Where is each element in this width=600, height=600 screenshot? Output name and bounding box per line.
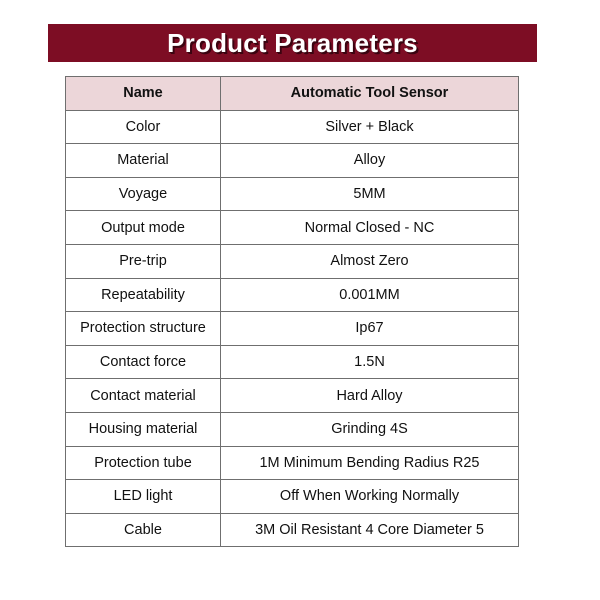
param-value: 1M Minimum Bending Radius R25 — [221, 446, 519, 480]
param-value: 0.001MM — [221, 278, 519, 312]
param-name: Contact force — [66, 345, 221, 379]
param-name: Protection structure — [66, 312, 221, 346]
parameters-table — [65, 76, 519, 547]
table-row — [66, 110, 519, 144]
param-name: Contact material — [66, 379, 221, 413]
table-row — [66, 513, 519, 547]
table-row — [66, 211, 519, 245]
table-row — [66, 244, 519, 278]
header-product: Automatic Tool Sensor — [221, 77, 519, 111]
table-row — [66, 480, 519, 514]
param-value: Off When Working Normally — [221, 480, 519, 514]
param-value: Alloy — [221, 144, 519, 178]
param-name: Voyage — [66, 177, 221, 211]
table-row — [66, 177, 519, 211]
page-title: Product Parameters — [167, 27, 418, 58]
param-value: 3M Oil Resistant 4 Core Diameter 5 — [221, 513, 519, 547]
param-name: Pre-trip — [66, 244, 221, 278]
param-name: Material — [66, 144, 221, 178]
header-name: Name — [66, 77, 221, 111]
param-value: Normal Closed - NC — [221, 211, 519, 245]
table-row — [66, 379, 519, 413]
param-name: Housing material — [66, 412, 221, 446]
param-name: Repeatability — [66, 278, 221, 312]
param-value: 5MM — [221, 177, 519, 211]
table-header-row — [66, 77, 519, 111]
param-name: Protection tube — [66, 446, 221, 480]
param-name: Cable — [66, 513, 221, 547]
param-value: Silver + Black — [221, 110, 519, 144]
table-row — [66, 412, 519, 446]
table-row — [66, 446, 519, 480]
param-name: Color — [66, 110, 221, 144]
param-value: Almost Zero — [221, 244, 519, 278]
title-banner — [48, 24, 537, 62]
param-value: Grinding 4S — [221, 412, 519, 446]
table-row — [66, 144, 519, 178]
param-name: LED light — [66, 480, 221, 514]
param-value: 1.5N — [221, 345, 519, 379]
table-row — [66, 345, 519, 379]
param-value: Ip67 — [221, 312, 519, 346]
table-row — [66, 312, 519, 346]
param-value: Hard Alloy — [221, 379, 519, 413]
table-row — [66, 278, 519, 312]
param-name: Output mode — [66, 211, 221, 245]
